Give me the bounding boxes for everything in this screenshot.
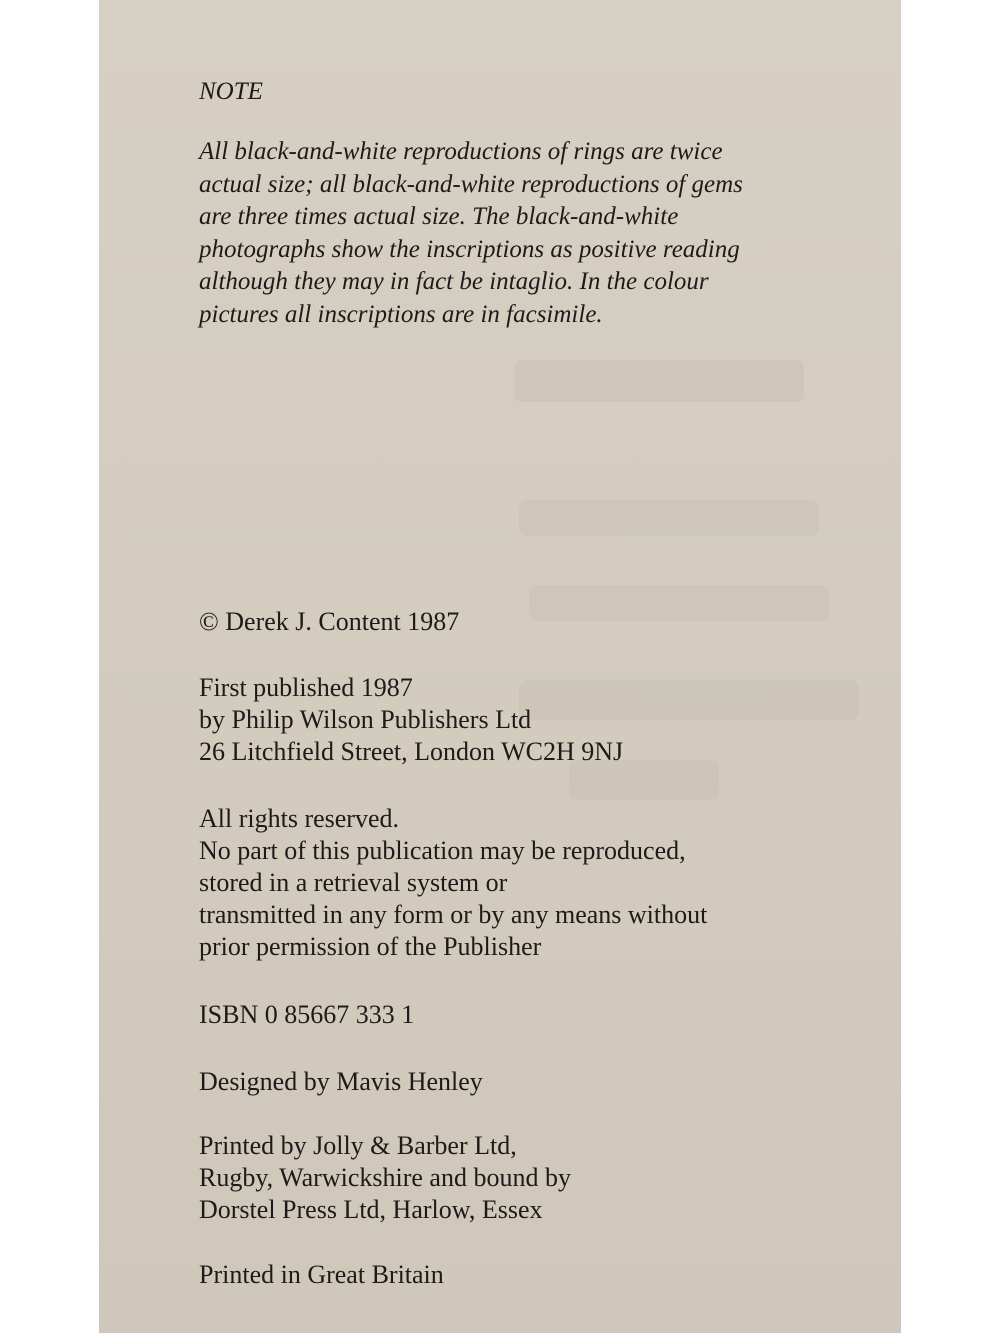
publisher-line: First published 1987 (199, 673, 413, 702)
show-through-mark (514, 360, 804, 402)
publisher-block (199, 672, 623, 768)
rights-line: stored in a retrieval system or (199, 868, 508, 897)
copyright-notice: © Derek J. Content 1987 (199, 607, 460, 636)
printer-line: Rugby, Warwickshire and bound by (199, 1163, 571, 1192)
note-body (199, 136, 759, 331)
note-line: are three times actual size. The black-and-white (199, 203, 679, 230)
printer-line: Dorstel Press Ltd, Harlow, Essex (199, 1195, 543, 1224)
rights-line: transmitted in any form or by any means without (199, 900, 708, 929)
show-through-mark (519, 500, 819, 536)
rights-block (199, 803, 707, 963)
rights-line: All rights reserved. (199, 804, 400, 833)
printer-block (199, 1130, 571, 1226)
isbn: ISBN 0 85667 333 1 (199, 1000, 415, 1029)
note-line: All black-and-white reproductions of rings are twice (199, 138, 723, 165)
publisher-line: by Philip Wilson Publishers Ltd (199, 705, 532, 734)
book-page (99, 0, 901, 1333)
designer-credit: Designed by Mavis Henley (199, 1067, 483, 1096)
note-line: although they may in fact be intaglio. In the colour (199, 268, 709, 295)
publisher-line: 26 Litchfield Street, London WC2H 9NJ (199, 737, 624, 766)
rights-line: prior permission of the Publisher (199, 932, 542, 961)
note-heading: NOTE (199, 78, 263, 105)
rights-line: No part of this publication may be reproduced, (199, 836, 686, 865)
note-line: actual size; all black-and-white reproductions of gems (199, 170, 743, 198)
note-line: pictures all inscriptions are in facsimile. (199, 300, 603, 328)
printer-line: Printed by Jolly & Barber Ltd, (199, 1131, 517, 1160)
show-through-mark (529, 585, 829, 621)
printed-in: Printed in Great Britain (199, 1260, 444, 1289)
note-line: photographs show the inscriptions as positive reading (199, 235, 740, 263)
